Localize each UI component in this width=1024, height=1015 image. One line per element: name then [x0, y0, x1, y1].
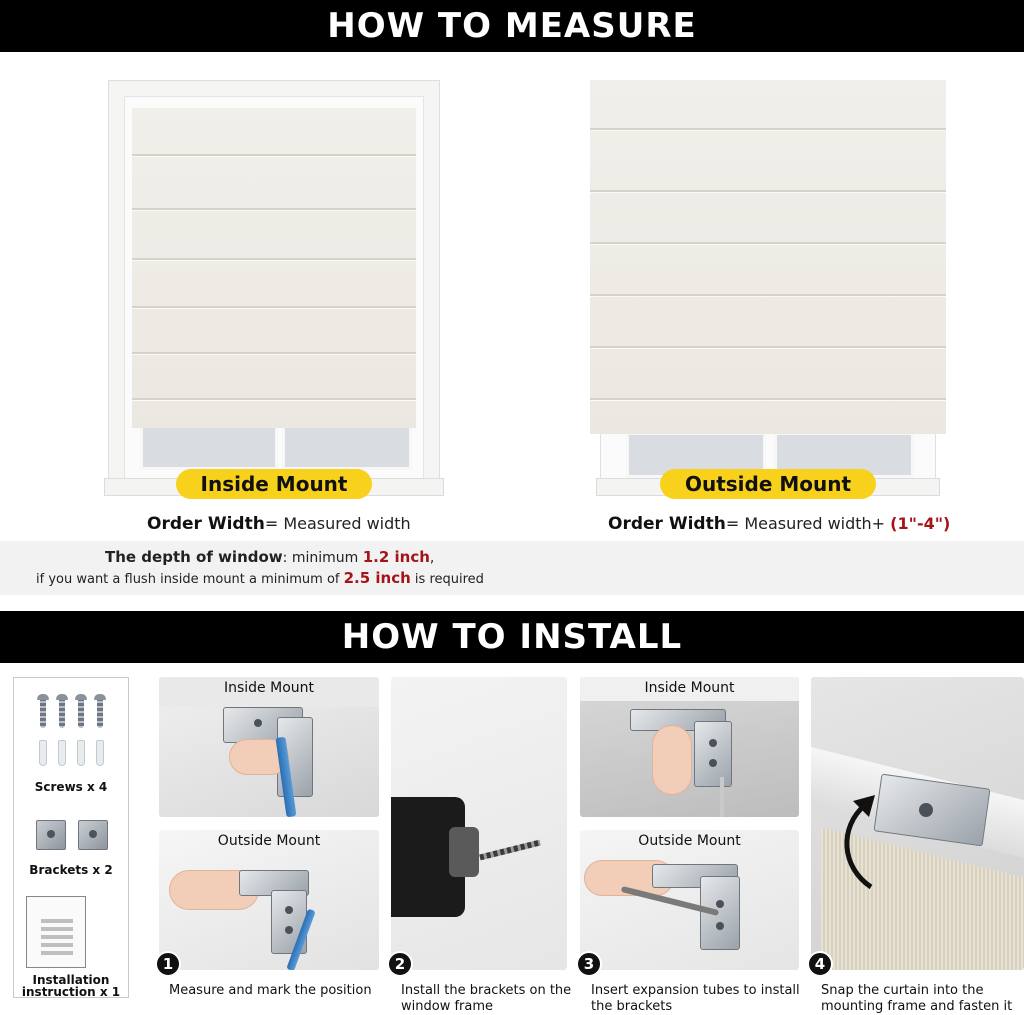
brackets-label: Brackets x 2 — [29, 863, 113, 877]
instruction-manual-icon — [26, 896, 86, 968]
depth-line-1: The depth of window: minimum 1.2 inch, — [105, 548, 435, 566]
outside-mount-window — [590, 80, 946, 498]
measure-banner — [0, 0, 1024, 52]
depth-min-value: 1.2 inch — [362, 548, 430, 566]
screws-label: Screws x 4 — [34, 780, 108, 794]
inside-order-width — [147, 514, 411, 534]
measure-heading: HOW TO MEASURE — [327, 6, 697, 46]
outside-mount-pill: Outside Mount — [660, 469, 876, 499]
order-width-value: = Measured width — [264, 514, 411, 533]
inside-mount-pill: Inside Mount — [176, 469, 372, 499]
step-number-2: 2 — [387, 951, 413, 977]
install-banner — [0, 611, 1024, 663]
depth-flush-value: 2.5 inch — [343, 569, 411, 587]
step3-outside-photo — [580, 830, 799, 970]
step4-caption: Snap the curtain into the mounting frame and fasten it — [821, 983, 1013, 1014]
step4-snap-photo — [811, 677, 1024, 970]
step2-drill-photo — [391, 677, 567, 970]
photo-label: Inside Mount — [223, 680, 314, 696]
roman-shade — [132, 108, 416, 428]
order-width-extra: (1"-4") — [890, 514, 951, 533]
step3-caption: Insert expansion tubes to install the brackets — [591, 983, 800, 1014]
snap-arrow-icon — [831, 787, 911, 897]
step1-outside-photo — [159, 830, 379, 970]
step3-inside-photo — [580, 677, 799, 817]
step-number-1: 1 — [155, 951, 181, 977]
outside-order-width — [608, 514, 950, 534]
order-width-label: Order Width — [147, 514, 265, 534]
order-width-label: Order Width — [608, 514, 726, 534]
step-number-4: 4 — [807, 951, 833, 977]
depth-line-2: if you want a flush inside mount a minimum of 2.5 inch is required — [36, 569, 484, 587]
step2-caption: Install the brackets on the window frame — [401, 983, 572, 1014]
photo-label: Inside Mount — [644, 680, 735, 696]
step1-inside-photo — [159, 677, 379, 817]
order-width-value: = Measured width+ — [725, 514, 891, 533]
depth-label: The depth of window — [105, 548, 283, 566]
instruction-label-1: Installation — [32, 973, 110, 987]
roman-shade — [590, 80, 946, 434]
instruction-label-2: instruction x 1 — [21, 985, 121, 999]
photo-label: Outside Mount — [638, 833, 741, 849]
install-heading: HOW TO INSTALL — [341, 617, 683, 657]
step1-caption: Measure and mark the position — [169, 983, 372, 998]
inside-mount-window — [104, 80, 444, 498]
photo-label: Outside Mount — [217, 833, 321, 849]
step-number-3: 3 — [576, 951, 602, 977]
